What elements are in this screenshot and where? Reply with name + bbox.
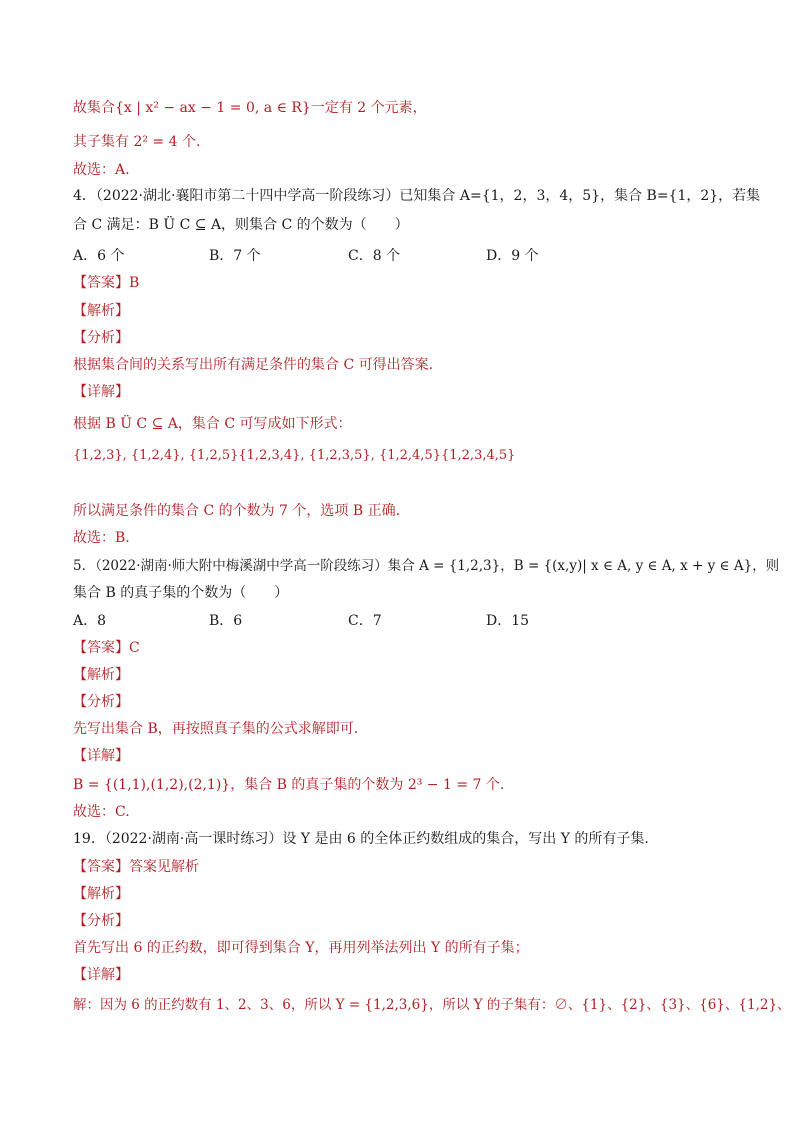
text-line: 故集合{x | x² − ax − 1 = 0, a ∈ R}一定有 2 个元素， [73, 100, 427, 116]
analysis-text: 先写出集合 B，再按照真子集的公式求解即可. [73, 721, 359, 737]
section-label: 【解析】 [73, 303, 129, 319]
section-label: 【分析】 [73, 913, 129, 929]
analysis-text: 首先写出 6 的正约数，即可得到集合 Y，再用列举法列出 Y 的所有子集； [73, 940, 529, 956]
section-label: 【解析】 [73, 886, 129, 902]
option-d: D．9 个 [486, 248, 539, 264]
section-label: 【分析】 [73, 330, 129, 346]
answer-label: 【答案】答案见解析 [73, 859, 199, 875]
option-b: B．6 [209, 613, 243, 629]
option-a: A．8 [73, 613, 107, 629]
section-label: 【详解】 [73, 748, 129, 764]
question-19-stem: 19．（2022·湖南·高一课时练习）设 Y 是由 6 的全体正约数组成的集合，写出 Y 的所有子集. [73, 831, 649, 847]
section-label: 【详解】 [73, 967, 129, 983]
section-label: 【解析】 [73, 667, 129, 683]
detail-text: B = {(1,1),(1,2),(2,1)}，集合 B 的真子集的个数为 2³ − 1 = 7 个. [73, 777, 505, 793]
question-5-stem: 5．（2022·湖南·师大附中梅溪湖中学高一阶段练习）集合 A = {1,2,3}，B = {(x,y)| x ∈ A, y ∈ A, x + y ∈ A}，则 [73, 558, 780, 574]
answer-label: 【答案】B [73, 275, 140, 291]
choice-text: 故选：C. [73, 804, 130, 820]
option-d: D．15 [486, 613, 530, 629]
analysis-text: 根据集合间的关系写出所有满足条件的集合 C 可得出答案. [73, 357, 434, 373]
text-line: 故选：A. [73, 162, 130, 178]
option-a: A．6 个 [73, 248, 125, 264]
detail-text: 根据 B Ü C ⊆ A，集合 C 可写成如下形式： [73, 416, 352, 432]
option-b: B．7 个 [209, 248, 261, 264]
text-line: 其子集有 2² = 4 个. [73, 134, 201, 150]
conclusion-text: 所以满足条件的集合 C 的个数为 7 个，选项 B 正确. [73, 503, 401, 519]
answer-label: 【答案】C [73, 640, 140, 656]
section-label: 【详解】 [73, 384, 129, 400]
option-c: C．7 [348, 613, 382, 629]
question-4-stem: 4．（2022·湖北·襄阳市第二十四中学高一阶段练习）已知集合 A={1，2，3，4，5}，集合 B={1，2}，若集 [73, 188, 761, 204]
set-list: {1,2,3}, {1,2,4}, {1,2,5}{1,2,3,4}, {1,2,3,5}, {1,2,4,5}{1,2,3,4,5} [73, 448, 516, 463]
choice-text: 故选：B. [73, 530, 130, 546]
option-c: C．8 个 [348, 248, 401, 264]
detail-text: 解：因为 6 的正约数有 1、2、3、6，所以 Y = {1,2,3,6}，所以 Y 的子集有：∅、{1}、{2}、{3}、{6}、{1,2}、 [73, 997, 791, 1013]
question-4-stem-cont: 合 C 满足：B Ü C ⊆ A，则集合 C 的个数为（ ） [73, 217, 409, 233]
section-label: 【分析】 [73, 694, 129, 710]
question-5-stem-cont: 集合 B 的真子集的个数为（ ） [73, 585, 289, 601]
